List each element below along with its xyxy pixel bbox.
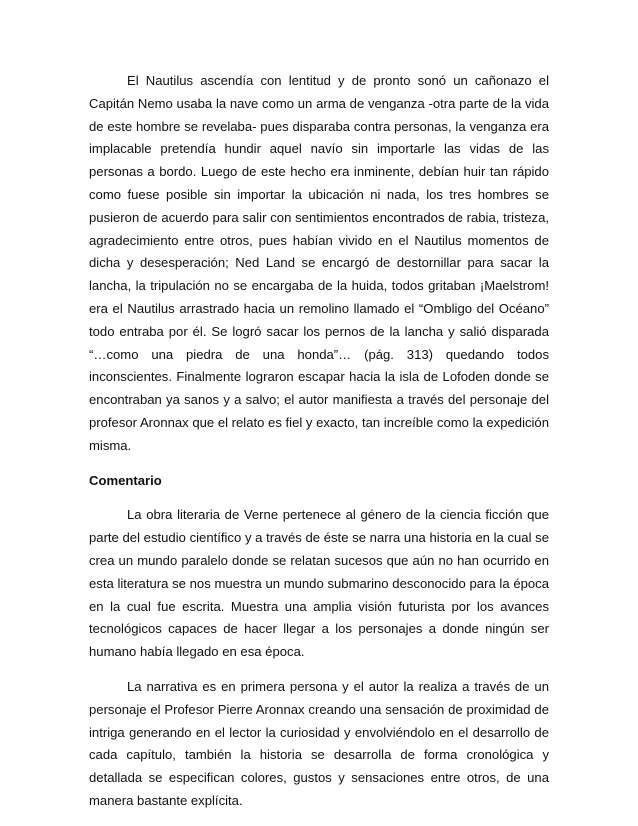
spacer (89, 492, 549, 504)
section-heading: Comentario (89, 472, 162, 488)
summary-paragraph: El Nautilus ascendía con lentitud y de pronto sonó un cañonazo el Capitán Nemo usaba la nave como un arma de venganza -otra parte de la vida de este hombre se revelaba- pues disparaba contra personas, la venganza era implacable pretendía hundir aquel navío sin importarle las vidas de las personas a bordo. Luego de este hecho era inminente, debían huir tan rápido como fuese posible sin importar la ubicación ni nada, los tres hombres se pusieron de acuerdo para salir con sentimientos encontrados de rabia, tristeza, agradecimiento entre otros, pues habían vivido en el Nautilus momentos de dicha y desesperación; Ned Land se encargó de destornillar para sacar la lancha, la tripulación no se encargaba de la huida, todos gritaban ¡Maelstrom! era el Nautilus arrastrado hacia un remolino llamado el “Ombligo del Océano” todo entraba por él. Se logró sacar los pernos de la lancha y salió disparada “…como una piedra de una honda”… (pág. 313) quedando todos inconscientes. Finalmente lograron escapar hacia la isla de Lofoden donde se encontraban ya sanos y a salvo; el autor manifiesta a través del personaje del profesor Aronnax que el relato es fiel y exacto, tan increíble como la expedición misma. (89, 73, 550, 453)
commentary-paragraph-genre: La obra literaria de Verne pertenece al género de la ciencia ficción que parte del estudio científico y a través de éste se narra una historia en la cual se crea un mundo paralelo donde se relatan sucesos que aún no han ocurrido en esta literatura se nos muestra un mundo submarino desconocido para la época en la cual fue escrita. Muestra una amplia visión futurista por los avances tecnológicos capaces de hacer llegar a los personajes a donde ningún ser humano había llegado en esa época. (89, 507, 549, 660)
document-page (89, 70, 549, 813)
commentary-paragraph-narrative: La narrativa es en primera persona y el autor la realiza a través de un personaje el Profesor Pierre Aronnax creando una sensación de proximidad de intriga generando en el lector la curiosidad y envolviéndolo en el desarrollo de cada capítulo, también la historia se desarrolla de forma cronológica y detallada se especifican colores, gustos y sensaciones entre otros, de una manera bastante explícita. (89, 678, 549, 808)
spacer (89, 458, 549, 470)
spacer (89, 664, 549, 676)
